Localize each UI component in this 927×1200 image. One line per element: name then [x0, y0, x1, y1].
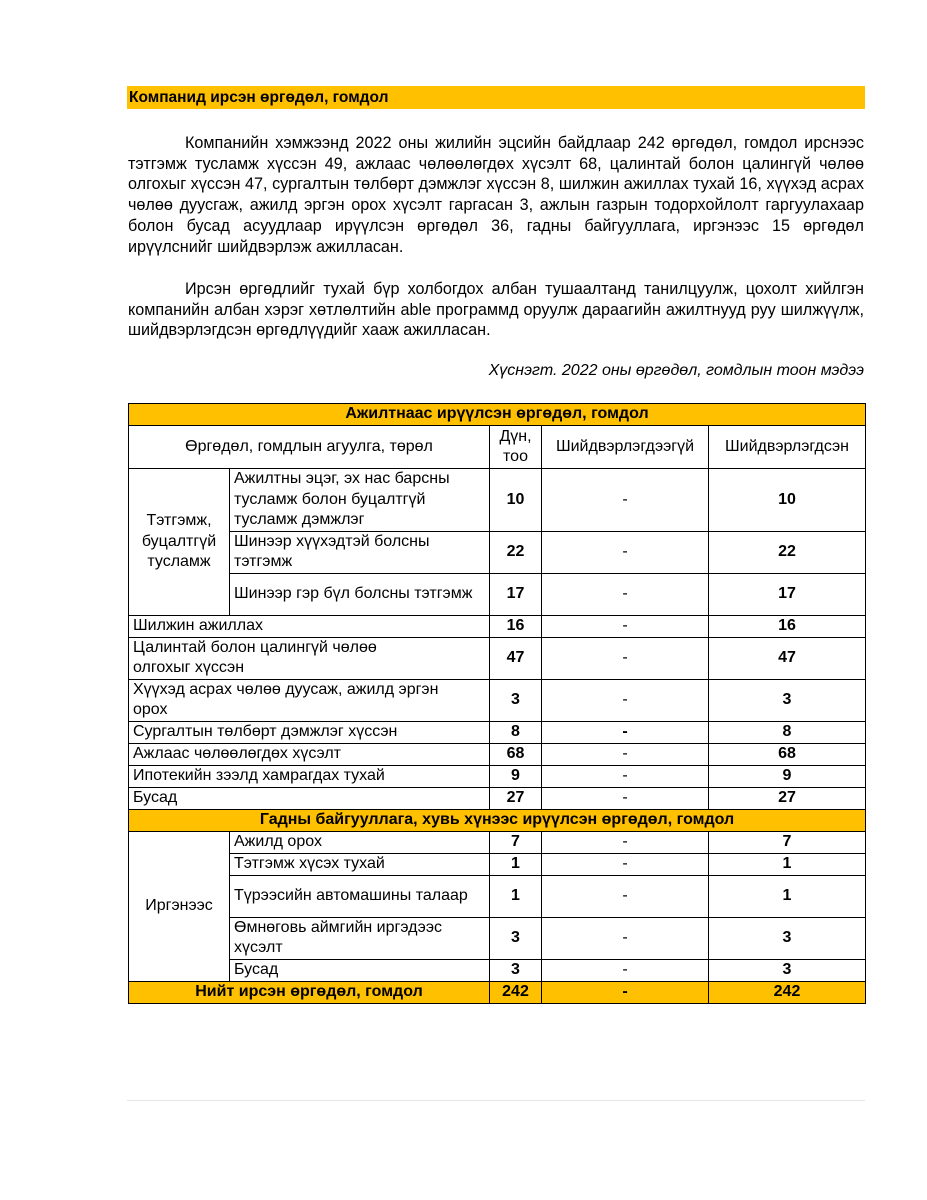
row-resolved: 3	[709, 679, 866, 721]
row-total: 16	[490, 615, 542, 637]
group-label-benefits: Тэтгэмж, буцалтгүй тусламж	[129, 469, 230, 616]
table-row	[129, 917, 866, 959]
row-total: 3	[490, 959, 542, 981]
table-row	[129, 615, 866, 637]
footer-divider	[127, 1100, 865, 1101]
row-resolved: 22	[709, 531, 866, 573]
row-unresolved: -	[542, 765, 709, 787]
row-resolved: 10	[709, 469, 866, 532]
row-total: 8	[490, 721, 542, 743]
grand-total-value: 242	[490, 981, 542, 1003]
row-total: 47	[490, 637, 542, 679]
row-total: 1	[490, 875, 542, 917]
row-unresolved: -	[542, 469, 709, 532]
row-resolved: 1	[709, 853, 866, 875]
group-label-citizens: Иргэнээс	[129, 831, 230, 981]
row-unresolved: -	[542, 573, 709, 615]
row-unresolved: -	[542, 853, 709, 875]
row-label: Бусад	[129, 787, 490, 809]
row-resolved: 7	[709, 831, 866, 853]
row-label: Ажлаас чөлөөлөгдөх хүсэлт	[129, 743, 490, 765]
row-total: 22	[490, 531, 542, 573]
row-unresolved: -	[542, 679, 709, 721]
table-row	[129, 787, 866, 809]
row-unresolved: -	[542, 959, 709, 981]
row-resolved: 3	[709, 959, 866, 981]
table-row	[129, 721, 866, 743]
row-label: Шилжин ажиллах	[129, 615, 490, 637]
grand-total-label: Нийт ирсэн өргөдөл, гомдол	[129, 981, 490, 1003]
section-title: Ажилтнаас ирүүлсэн өргөдөл, гомдол	[129, 404, 866, 426]
row-total: 7	[490, 831, 542, 853]
row-label: Түрээсийн автомашины талаар	[230, 875, 490, 917]
header-type: Өргөдөл, гомдлын агуулга, төрөл	[129, 426, 490, 469]
row-label: Сургалтын төлбөрт дэмжлэг хүссэн	[129, 721, 490, 743]
section-row-external	[129, 809, 866, 831]
row-total: 3	[490, 679, 542, 721]
table-caption: Хүснэгт. 2022 оны өргөдөл, гомдлын тоон мэдээ	[488, 362, 864, 379]
row-unresolved: -	[542, 787, 709, 809]
row-resolved: 8	[709, 721, 866, 743]
row-resolved: 1	[709, 875, 866, 917]
paragraph-summary: Компанийн хэмжээнд 2022 оны жилийн эцсийн байдлаар 242 өргөдөл, гомдол ирснээс тэтгэмж тусламж хүссэн 49, ажлаас чөлөөлөгдөх хүсэлт 68, цалинтай болон цалингүй чөлөө олгохыг хүссэн 47, сургалтын төлбөрт дэмжлэг хүссэн 8, шилжин ажиллах тухай 16, хүүхэд асрах чөлөө дуусгаж, ажилд эргэн орох хүсэлт гаргасан 3, ажлын газрын тодорхойлолт гаргуулахаар болон бусад асуудлаар ирүүлсэн өргөдөл 36, гадны байгууллага, иргэнээс 15 өргөдөл ирүүлснийг шийдвэрлэж ажилласан.	[128, 134, 864, 256]
table-row	[129, 765, 866, 787]
row-resolved: 17	[709, 573, 866, 615]
table-row	[129, 679, 866, 721]
section-row-employees	[129, 404, 866, 426]
row-label: Шинээр хүүхэдтэй болсны тэтгэмж	[230, 531, 490, 573]
row-total: 10	[490, 469, 542, 532]
row-resolved: 68	[709, 743, 866, 765]
table-row	[129, 469, 866, 532]
table-row	[129, 531, 866, 573]
row-label: Өмнөговь аймгийн иргэдээс хүсэлт	[230, 917, 490, 959]
section-title: Гадны байгууллага, хувь хүнээс ирүүлсэн өргөдөл, гомдол	[129, 809, 866, 831]
row-unresolved: -	[542, 531, 709, 573]
row-total: 1	[490, 853, 542, 875]
complaints-table	[128, 403, 866, 1004]
row-unresolved: -	[542, 875, 709, 917]
row-unresolved: -	[542, 721, 709, 743]
row-label: Тэтгэмж хүсэх тухай	[230, 853, 490, 875]
row-label: Ипотекийн зээлд хамрагдах тухай	[129, 765, 490, 787]
row-resolved: 9	[709, 765, 866, 787]
section-heading: Компанид ирсэн өргөдөл, гомдол	[127, 86, 865, 109]
paragraph-process: Ирсэн өргөдлийг тухай бүр холбогдох албан тушаалтанд танилцуулж, цохолт хийлгэн компанийн албан хэрэг хөтлөлтийн able программд оруулж дараагийн ажилтнууд руу шилжүүлж, шийдвэрлэгдсэн өргөдлүүдийг хааж ажилласан.	[128, 280, 864, 340]
table-row	[129, 853, 866, 875]
row-resolved: 27	[709, 787, 866, 809]
row-label: Ажилд орох	[230, 831, 490, 853]
row-total: 27	[490, 787, 542, 809]
header-total: Дүн, тоо	[490, 426, 542, 469]
row-resolved: 47	[709, 637, 866, 679]
row-resolved: 16	[709, 615, 866, 637]
row-resolved: 3	[709, 917, 866, 959]
header-row	[129, 426, 866, 469]
table-row	[129, 959, 866, 981]
table-row	[129, 831, 866, 853]
row-total: 9	[490, 765, 542, 787]
row-total: 3	[490, 917, 542, 959]
row-unresolved: -	[542, 637, 709, 679]
grand-total-row	[129, 981, 866, 1003]
row-unresolved: -	[542, 743, 709, 765]
row-unresolved: -	[542, 917, 709, 959]
table-row	[129, 637, 866, 679]
row-label: Шинээр гэр бүл болсны тэтгэмж	[230, 573, 490, 615]
header-resolved: Шийдвэрлэгдсэн	[709, 426, 866, 469]
table-row	[129, 743, 866, 765]
row-total: 68	[490, 743, 542, 765]
table-row	[129, 573, 866, 615]
header-unresolved: Шийдвэрлэгдээгүй	[542, 426, 709, 469]
row-label: Ажилтны эцэг, эх нас барсны тусламж болон буцалтгүй тусламж дэмжлэг	[230, 469, 490, 532]
row-total: 17	[490, 573, 542, 615]
table-row	[129, 875, 866, 917]
grand-total-resolved: 242	[709, 981, 866, 1003]
grand-total-unresolved: -	[542, 981, 709, 1003]
row-label: Хүүхэд асрах чөлөө дуусаж, ажилд эргэн орох	[129, 679, 490, 721]
row-unresolved: -	[542, 831, 709, 853]
row-unresolved: -	[542, 615, 709, 637]
row-label: Цалинтай болон цалингүй чөлөө олгохыг хүссэн	[129, 637, 490, 679]
row-label: Бусад	[230, 959, 490, 981]
